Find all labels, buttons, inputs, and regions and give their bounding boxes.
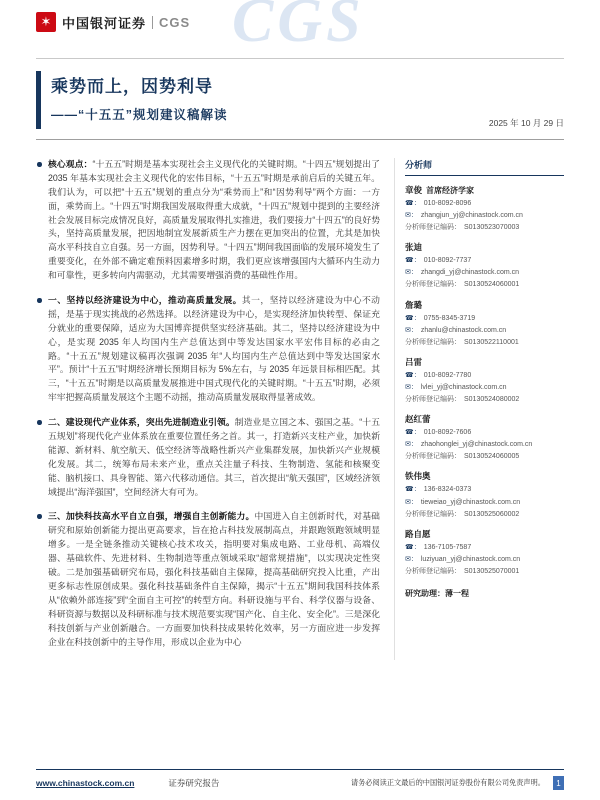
license-label: 分析师登记编码： <box>405 510 461 518</box>
analyst-entry <box>405 184 564 232</box>
analyst-phone <box>405 199 564 208</box>
email-icon: ✉： <box>405 383 418 391</box>
email-address[interactable]: luziyuan_yj@chinastock.com.cn <box>420 555 521 563</box>
analyst-entry <box>405 413 564 461</box>
analyst-license <box>405 395 564 404</box>
license-code: S0130525070001 <box>464 567 520 575</box>
title-accent-bar <box>36 71 41 129</box>
report-date: 2025 年 10 月 29 日 <box>488 118 564 128</box>
analyst-name <box>405 299 564 311</box>
website-link[interactable]: www.chinastock.com.cn <box>36 778 135 788</box>
phone-icon: ☎： <box>405 543 421 551</box>
paragraph-text: 中国进入自主创新时代，对基础研究和原始创新能力提出更高要求，旨在抢占科技发展制高点，并跟跑领跑领域明显增多。一是全链条推动关键核心技术攻关，指明要对集成电路、工业母机、高端仪器、基础软件、先进材料、生物制造等重点领域采取“超常规措施”，以实现决定性突破。二是加强基础研究布局，强化科技基础自主保障，提高基础研究投入比重，产出更多标志性原创成果。强化科技基础条件自主保障，揭示“十五五”期间我国科技体系从“依赖外部连接”到“全面自主可控”的转型方向。科研设施与平台、科学仪器与设备、科研资源与数据以及科研标准与技术规范要实现“国产化、自主化、安全化”。三是深化科技创新与产业创新融合。一方面要加快科技成果转化效率，另一方面应进一步发挥企业在科技创新中的主导作用，形成以企业为中心 <box>48 511 380 647</box>
phone-number: 010-8092-8096 <box>423 200 472 207</box>
phone-icon: ☎： <box>405 486 421 494</box>
analyst-license <box>405 338 564 347</box>
header-divider <box>36 58 564 59</box>
email-address[interactable]: zhangdi_yj@chinastock.com.cn <box>420 269 520 277</box>
phone-number: 136-7105-7587 <box>423 543 472 551</box>
phone-icon: ☎： <box>405 314 421 322</box>
analyst-sidebar <box>394 158 564 660</box>
analyst-license <box>405 280 564 289</box>
analyst-name <box>405 413 564 425</box>
license-label: 分析师登记编码： <box>405 396 461 404</box>
license-code: S0130525060002 <box>464 510 520 518</box>
paragraph-lead: 一、坚持以经济建设为中心，推动高质量发展。 <box>48 295 242 306</box>
bullet-icon <box>37 298 42 303</box>
phone-number: 010-8092-7737 <box>423 257 472 265</box>
paragraph-lead: 三、加快科技高水平自立自强，增强自主创新能力。 <box>48 511 255 522</box>
paragraph-text: 制造业是立国之本、强国之基。“十五五规划”将现代化产业体系放在重要位置任务之首。其一，打造新兴支柱产业，加快新能源、新材料、航空航天、低空经济等战略性新兴产业集群发展，加快新兴产业规模化发展。其二，统筹布局未来产业，重点关注量子科技、生物制造、氢能和核聚变能、脑机接口、具身智能、第六代移动通信。其三，首次提出“航天强国”，区域经济领域提出“海洋强国”，空间经济大有可为。 <box>48 417 380 497</box>
license-label: 分析师登记编码： <box>405 224 461 232</box>
email-icon: ✉： <box>405 269 418 277</box>
license-label: 分析师登记编码： <box>405 567 461 575</box>
license-label: 分析师登记编码： <box>405 453 461 461</box>
phone-number: 0755-8345-3719 <box>423 314 476 322</box>
phone-icon: ☎： <box>405 200 421 207</box>
email-address[interactable]: tieweiao_yj@chinastock.com.cn <box>420 498 521 506</box>
analyst-entry <box>405 241 564 289</box>
email-address[interactable]: zhaohonglei_yj@chinastock.com.cn <box>420 441 533 449</box>
email-icon: ✉： <box>405 441 418 449</box>
license-code: S0130524080002 <box>464 396 520 404</box>
analyst-email[interactable] <box>405 555 564 564</box>
license-code: S0130522110001 <box>464 338 519 346</box>
bullet-icon <box>37 514 42 519</box>
brand-divider <box>152 16 153 29</box>
analyst-phone <box>405 371 564 380</box>
paragraph-section-3 <box>36 510 380 649</box>
analyst-name-text: 詹璐 <box>405 299 423 310</box>
phone-icon: ☎： <box>405 429 421 437</box>
page-footer <box>36 769 564 790</box>
analyst-entry <box>405 299 564 347</box>
brand-abbreviation: CGS <box>159 14 191 30</box>
brand-header <box>36 0 564 32</box>
paragraph-text: 其一，坚持以经济建设为中心不动摇，是基于现实挑战的必然选择。以经济建设为中心，是实现经济加快转型、保证充分就业的重要保障，适应为大国博弈提供坚实经济基础。其二，坚持以经济建设为中心，是实现 2035 年人均国内生产总值达到中等发达国家水平宏伟目标的必由之路。“十五五”规划建议稿再次强调 2035 年“人均国内生产总值达到中等发达国家水平”。预计“十五五”时期经济增长预期目标为 5%左右，与 2035 年远景目标相匹配。其三，“十五五”时期是以高质量发展推进中国式现代化的关键时期。“十五五”时期，必须牢牢把握高质量发展这个主题不动摇，推动高质量发展取得显著成效。 <box>48 295 380 403</box>
phone-number: 010-8092-7780 <box>423 371 472 379</box>
analyst-phone <box>405 314 564 323</box>
analyst-name <box>405 356 564 368</box>
paragraph-section-1 <box>36 294 380 405</box>
bullet-icon <box>37 420 42 425</box>
analyst-email[interactable] <box>405 498 564 507</box>
research-assistant <box>405 588 564 599</box>
analyst-entry <box>405 528 564 576</box>
footer-report-type: 证券研究报告 <box>168 778 220 788</box>
analyst-email[interactable] <box>405 383 564 392</box>
analyst-email[interactable] <box>405 326 564 335</box>
analyst-phone <box>405 428 564 437</box>
email-icon: ✉： <box>405 498 418 506</box>
paragraph-core-view <box>36 158 380 283</box>
brand-name: 中国银河证券 <box>62 15 147 31</box>
analyst-heading: 分析师 <box>405 158 564 176</box>
paragraph-section-2 <box>36 416 380 499</box>
analyst-email[interactable] <box>405 211 564 220</box>
footer-disclaimer: 请务必阅读正文最后的中国银河证券股份有限公司免责声明。 <box>350 778 545 787</box>
analyst-name-text: 铁伟奥 <box>405 471 431 482</box>
analyst-name-text: 吕雷 <box>405 356 423 367</box>
report-body <box>36 158 394 660</box>
license-code: S0130523070003 <box>464 224 520 232</box>
analyst-phone <box>405 485 564 494</box>
bullet-icon <box>37 162 42 167</box>
license-code: S0130524060001 <box>464 281 520 289</box>
paragraph-text: “十五五”时期是基本实现社会主义现代化的关键时期。“十四五”规划提出了 2035 年基本实现社会主义现代化的宏伟目标，“十五五”时期是承前启后的关键五年。我们认为，可以把“十五五”规划的重点分为“乘势而上”和“因势利导”两个方面：一方面，乘势而上。“十四五”时期我国发展取得重大成就，“十四五”规划中提到的主要经济社会发展目标完成情况良好，高质量发展取得扎实推进，我们要接力“十四五”的良好势头，坚持高质量发展，把因地制宜发展新质生产力摆在更加突出的位置，尤其是加快高水平科技自立自强。另一方面，因势利导。“十四五”期间我国面临的发展环境发生了重要变化，在外部不确定难预料因素增多时期，我们更应该增强国内大循环内生动力和可靠性，更多转向内需驱动，尤其需要增强消费的基础性作用。 <box>48 159 380 281</box>
analyst-name-text: 路自愿 <box>405 528 431 539</box>
analyst-license <box>405 510 564 519</box>
email-address[interactable]: zhanlu@chinastock.com.cn <box>420 326 507 334</box>
galaxy-logo-icon: ✶ <box>36 12 56 32</box>
license-code: S0130524060005 <box>464 453 520 461</box>
email-address[interactable]: zhangjun_yj@chinastock.com.cn <box>420 212 523 220</box>
title-divider <box>36 139 564 140</box>
analyst-name <box>405 470 564 482</box>
license-label: 分析师登记编码： <box>405 281 461 289</box>
analyst-license <box>405 567 564 576</box>
email-icon: ✉： <box>405 555 418 563</box>
email-icon: ✉： <box>405 326 418 334</box>
assistant-name: 薄一程 <box>445 588 469 598</box>
analyst-name-text: 张迪 <box>405 242 423 253</box>
report-title: 乘势而上，因势利导 <box>51 77 213 96</box>
license-label: 分析师登记编码： <box>405 338 461 346</box>
analyst-email[interactable] <box>405 440 564 449</box>
title-block <box>36 71 564 129</box>
email-address[interactable]: lvlei_yj@chinastock.com.cn <box>420 383 507 391</box>
analyst-name-text: 赵红蕾 <box>405 414 431 425</box>
assistant-label: 研究助理： <box>405 588 445 598</box>
analyst-phone <box>405 256 564 265</box>
analyst-license <box>405 223 564 232</box>
analyst-email[interactable] <box>405 268 564 277</box>
page-number-badge: 1 <box>553 776 564 790</box>
analyst-name <box>405 184 564 196</box>
analyst-name <box>405 241 564 253</box>
analyst-name <box>405 528 564 540</box>
analyst-license <box>405 452 564 461</box>
analyst-entry <box>405 356 564 404</box>
analyst-name-text: 章俊 <box>405 185 423 195</box>
phone-number: 010-8092-7606 <box>423 429 472 437</box>
phone-number: 136-8324-0373 <box>423 486 472 494</box>
report-subtitle: ——“十五五”规划建议稿解读 <box>51 108 228 122</box>
email-icon: ✉： <box>405 212 418 220</box>
paragraph-lead: 核心观点： <box>48 159 93 169</box>
analyst-title: 首席经济学家 <box>426 186 475 195</box>
analyst-entry <box>405 470 564 518</box>
phone-icon: ☎： <box>405 257 421 265</box>
analyst-phone <box>405 543 564 552</box>
cgs-watermark: CGS <box>232 0 365 55</box>
phone-icon: ☎： <box>405 371 421 379</box>
paragraph-lead: 二、建设现代产业体系，突出先进制造业引领。 <box>48 417 235 428</box>
